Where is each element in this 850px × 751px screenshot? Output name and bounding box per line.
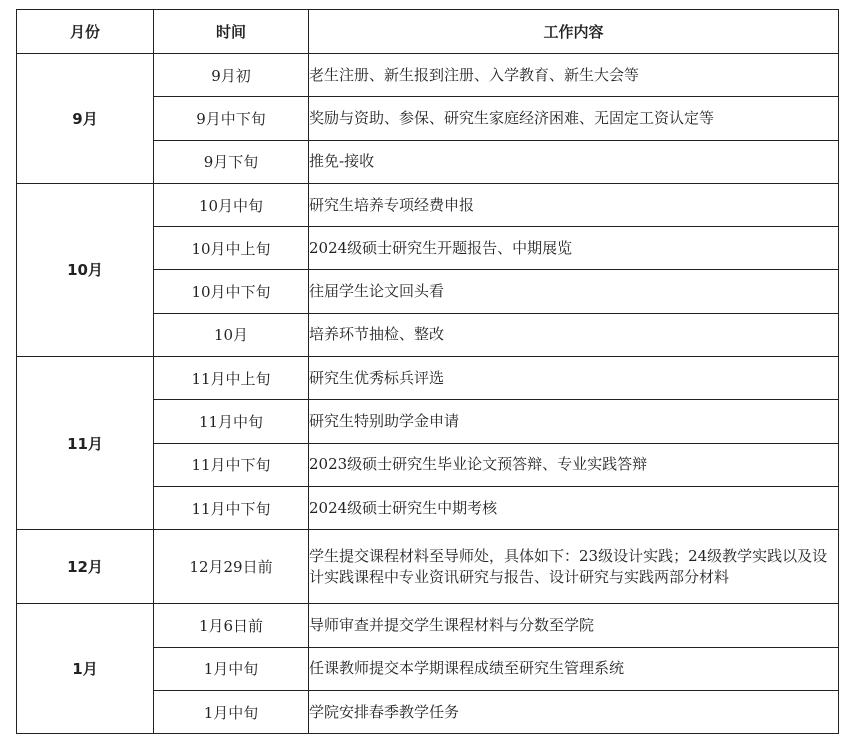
- table-row: [17, 604, 839, 647]
- time-cell: 11月中旬: [154, 400, 309, 443]
- time-cell: 11月中下旬: [154, 486, 309, 529]
- month-cell: 10月: [17, 183, 154, 356]
- table-row: [17, 357, 839, 400]
- header-row: [17, 10, 839, 54]
- content-cell: 任课教师提交本学期课程成绩至研究生管理系统: [309, 647, 839, 690]
- time-cell: 10月中上旬: [154, 227, 309, 270]
- content-cell: 2024级硕士研究生开题报告、中期展览: [309, 227, 839, 270]
- table-row: [17, 54, 839, 97]
- time-cell: 10月中旬: [154, 183, 309, 226]
- content-cell: 培养环节抽检、整改: [309, 313, 839, 356]
- content-cell: 学生提交课程材料至导师处，具体如下：23级设计实践；24级教学实践以及设计实践课程中专业资讯研究与报告、设计研究与实践两部分材料: [309, 530, 839, 604]
- content-cell: 老生注册、新生报到注册、入学教育、新生大会等: [309, 54, 839, 97]
- time-cell: 1月中旬: [154, 647, 309, 690]
- time-cell: 11月中下旬: [154, 443, 309, 486]
- content-cell: 导师审查并提交学生课程材料与分数至学院: [309, 604, 839, 647]
- month-cell: 12月: [17, 530, 154, 604]
- content-cell: 研究生培养专项经费申报: [309, 183, 839, 226]
- schedule-table: [16, 9, 839, 734]
- month-cell: 1月: [17, 604, 154, 734]
- header-content: 工作内容: [309, 10, 839, 54]
- time-cell: 9月中下旬: [154, 97, 309, 140]
- header-time: 时间: [154, 10, 309, 54]
- content-cell: 往届学生论文回头看: [309, 270, 839, 313]
- time-cell: 11月中上旬: [154, 357, 309, 400]
- month-cell: 9月: [17, 54, 154, 184]
- time-cell: 9月下旬: [154, 140, 309, 183]
- content-cell: 研究生特别助学金申请: [309, 400, 839, 443]
- content-cell: 2024级硕士研究生中期考核: [309, 486, 839, 529]
- content-cell: 奖励与资助、参保、研究生家庭经济困难、无固定工资认定等: [309, 97, 839, 140]
- content-cell: 研究生优秀标兵评选: [309, 357, 839, 400]
- content-cell: 学院安排春季教学任务: [309, 690, 839, 733]
- content-cell: 2023级硕士研究生毕业论文预答辩、专业实践答辩: [309, 443, 839, 486]
- table-row: [17, 183, 839, 226]
- header-month: 月份: [17, 10, 154, 54]
- time-cell: 10月中下旬: [154, 270, 309, 313]
- time-cell: 1月中旬: [154, 690, 309, 733]
- time-cell: 10月: [154, 313, 309, 356]
- time-cell: 12月29日前: [154, 530, 309, 604]
- month-cell: 11月: [17, 357, 154, 530]
- content-cell: 推免-接收: [309, 140, 839, 183]
- time-cell: 1月6日前: [154, 604, 309, 647]
- table-row: [17, 530, 839, 604]
- time-cell: 9月初: [154, 54, 309, 97]
